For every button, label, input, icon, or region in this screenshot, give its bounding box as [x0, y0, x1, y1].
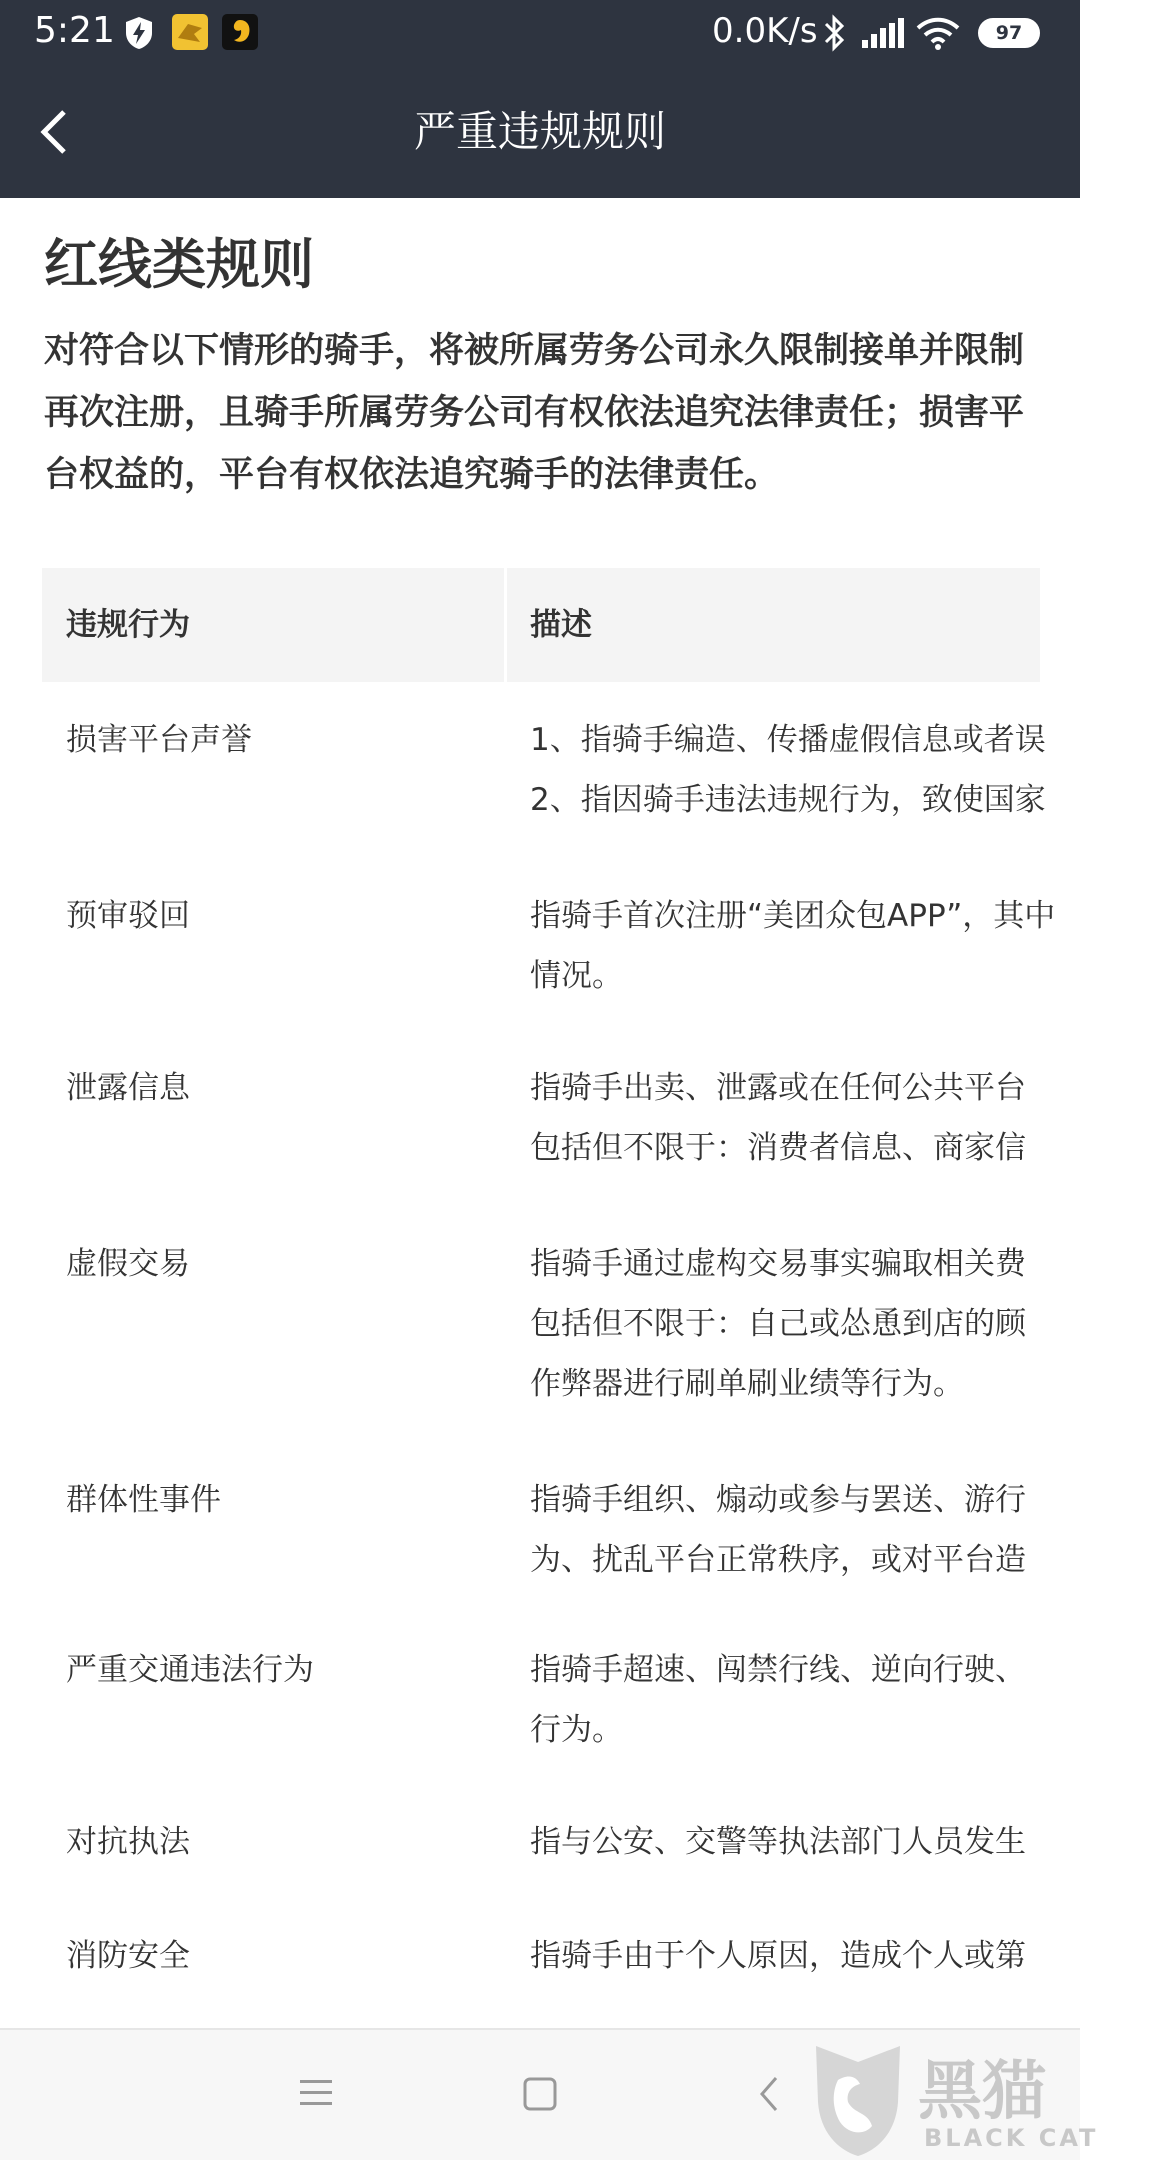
status-time: 5:21 [34, 10, 115, 51]
description-cell [530, 1058, 1170, 1178]
description-cell [530, 1812, 1170, 1872]
nav-bar [0, 66, 1080, 198]
network-speed: 0.0K/s [712, 11, 818, 51]
description-cell [530, 1926, 1170, 1986]
intro-text: 对符合以下情形的骑手，将被所属劳务公司永久限制接单并限制再次注册，且骑手所属劳务公司有权依法追究法律责任；损害平台权益的，平台有权依法追究骑手的法律责任。 [44, 331, 1025, 495]
status-bar [0, 0, 1080, 66]
behavior-cell: 损害平台声誉 [66, 722, 252, 758]
back-triangle-icon[interactable] [756, 2074, 782, 2114]
watermark-title: 黑猫 [918, 2055, 1046, 2129]
home-square-icon[interactable] [522, 2076, 558, 2112]
description-cell [530, 1470, 1170, 1590]
description-line: 行为。 [530, 1712, 623, 1748]
wifi-icon [916, 16, 960, 50]
behavior-cell: 消防安全 [66, 1938, 190, 1974]
description-line: 2、指因骑手违法违规行为，致使国家 [530, 782, 1046, 818]
behavior-cell: 群体性事件 [66, 1482, 221, 1518]
description-line: 为、扰乱平台正常秩序，或对平台造 [530, 1542, 1026, 1578]
header-divider [504, 568, 507, 682]
behavior-cell: 严重交通违法行为 [66, 1652, 314, 1688]
shield-bolt-icon [124, 16, 154, 50]
watermark [808, 2040, 1099, 2160]
rules-table [42, 568, 1056, 2068]
content [0, 198, 1080, 2028]
description-line: 作弊器进行刷单刷业绩等行为。 [530, 1366, 964, 1402]
description-line: 指与公安、交警等执法部门人员发生 [530, 1824, 1026, 1860]
black-app-icon [222, 14, 258, 50]
behavior-cell: 虚假交易 [66, 1246, 190, 1282]
description-line: 指骑手组织、煽动或参与罢送、游行 [530, 1482, 1026, 1518]
description-line: 指骑手出卖、泄露或在任何公共平台 [530, 1070, 1026, 1106]
description-line: 指骑手超速、闯禁行线、逆向行驶、 [530, 1652, 1026, 1688]
description-cell [530, 1640, 1170, 1760]
description-line: 指骑手首次注册“美团众包APP”，其中 [530, 898, 1056, 934]
behavior-cell: 泄露信息 [66, 1070, 190, 1106]
description-line: 包括但不限于：消费者信息、商家信 [530, 1130, 1026, 1166]
black-cat-logo-icon [808, 2040, 908, 2158]
battery-icon: 97 [978, 18, 1040, 48]
menu-icon[interactable] [298, 2076, 334, 2110]
header-behavior: 违规行为 [66, 607, 190, 643]
watermark-subtitle: BLACK CAT [924, 2124, 1099, 2152]
description-cell [530, 886, 1170, 1006]
page-title: 严重违规规则 [413, 107, 666, 156]
description-line: 包括但不限于：自己或怂恿到店的顾 [530, 1306, 1026, 1342]
signal-icon [862, 18, 904, 48]
header-description: 描述 [530, 607, 592, 643]
description-cell [530, 710, 1170, 830]
behavior-cell: 预审驳回 [66, 898, 190, 934]
description-line: 1、指骑手编造、传播虚假信息或者误 [530, 722, 1046, 758]
description-line: 指骑手通过虚构交易事实骗取相关费 [530, 1246, 1026, 1282]
behavior-cell: 对抗执法 [66, 1824, 190, 1860]
description-cell [530, 1234, 1170, 1414]
yellow-app-icon [172, 14, 208, 50]
bluetooth-icon [822, 14, 846, 52]
section-title: 红线类规则 [44, 233, 314, 296]
description-line: 指骑手由于个人原因，造成个人或第 [530, 1938, 1026, 1974]
table-header [42, 568, 1040, 682]
description-line: 情况。 [530, 958, 623, 994]
